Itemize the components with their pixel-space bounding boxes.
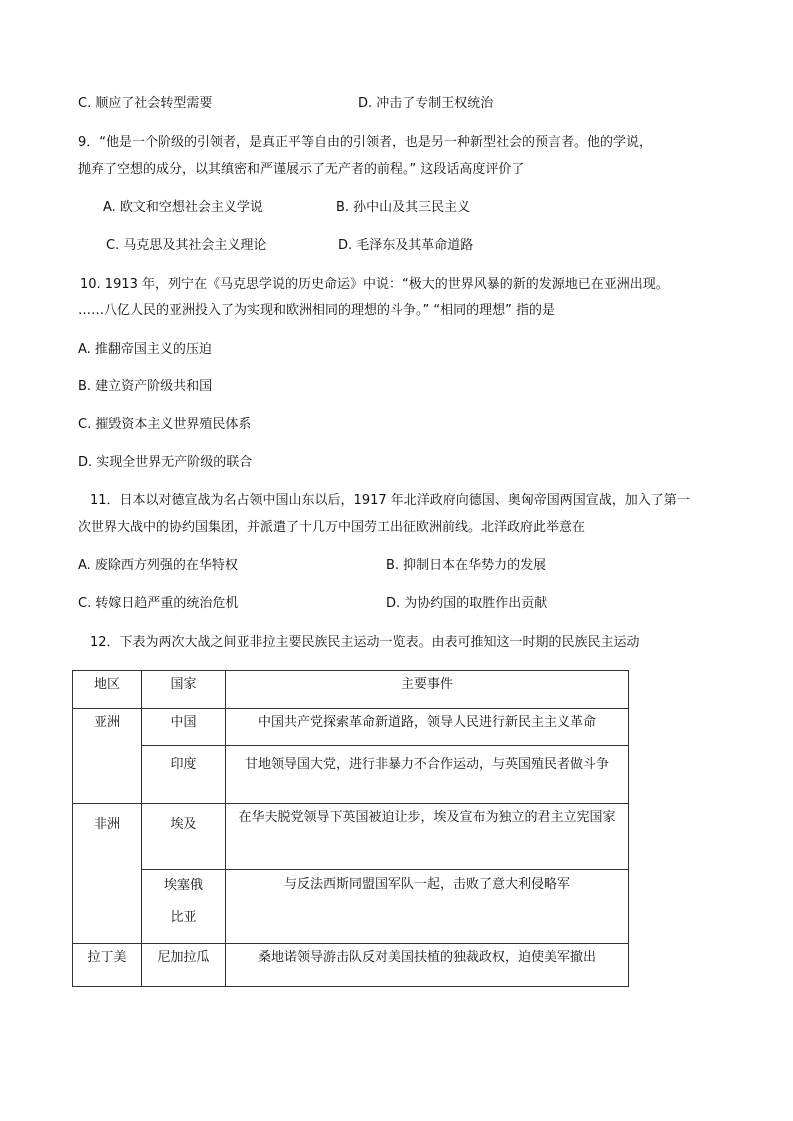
q10-option-a: A. 推翻帝国主义的压迫 bbox=[78, 342, 212, 357]
q11-option-d: D. 为协约国的取胜作出贡献 bbox=[386, 596, 548, 611]
table-row bbox=[73, 870, 629, 944]
q9-stem-line-1: 9．“他是一个阶级的引领者，是真正平等自由的引领者，也是另一种新型社会的预言者。他的学说， bbox=[78, 135, 653, 150]
q11-option-b: B. 抑制日本在华势力的发展 bbox=[386, 558, 547, 573]
q11-stem-line-1: 11．日本以对德宣战为名占领中国山东以后，1917 年北洋政府向德国、奥匈帝国两国宣战，加入了第一 bbox=[90, 493, 690, 508]
table-row bbox=[73, 746, 629, 804]
header-region: 地区 bbox=[73, 671, 142, 709]
q10-stem-line-2: ……八亿人民的亚洲投入了为实现和欧洲相同的理想的斗争。” “相同的理想” 指的是 bbox=[78, 303, 555, 318]
country-cell: 埃塞俄比亚 bbox=[142, 870, 226, 944]
q9-option-b: B. 孙中山及其三民主义 bbox=[336, 200, 471, 215]
country-cell: 尼加拉瓜 bbox=[142, 944, 226, 987]
q11-option-a: A. 废除西方列强的在华特权 bbox=[78, 558, 238, 573]
country-cell: 埃及 bbox=[142, 804, 226, 870]
header-event: 主要事件 bbox=[226, 671, 629, 709]
table-row bbox=[73, 944, 629, 987]
q11-stem-line-2: 次世界大战中的协约国集团，并派遣了十几万中国劳工出征欧洲前线。北洋政府此举意在 bbox=[78, 520, 586, 535]
q8-option-c: C. 顺应了社会转型需要 bbox=[78, 96, 213, 111]
q9-option-c: C. 马克思及其社会主义理论 bbox=[106, 238, 267, 253]
event-cell: 中国共产党探索革命新道路，领导人民进行新民主主义革命 bbox=[226, 709, 629, 746]
region-cell: 非洲 bbox=[73, 804, 142, 944]
table-row bbox=[73, 709, 629, 746]
q10-option-d: D. 实现全世界无产阶级的联合 bbox=[78, 455, 253, 470]
q12-stem: 12．下表为两次大战之间亚非拉主要民族民主运动一览表。由表可推知这一时期的民族民主运动 bbox=[90, 635, 640, 650]
q10-stem-line-1: 10. 1913 年，列宁在《马克思学说的历史命运》中说：“极大的世界风暴的新的发源地已在亚洲出现。 bbox=[80, 277, 669, 292]
q10-option-b: B. 建立资产阶级共和国 bbox=[78, 379, 213, 394]
q9-option-d: D. 毛泽东及其革命道路 bbox=[338, 238, 474, 253]
q10-option-c: C. 摧毁资本主义世界殖民体系 bbox=[78, 417, 252, 432]
q9-option-a: A. 欧文和空想社会主义学说 bbox=[103, 200, 263, 215]
q9-stem-line-2: 抛弃了空想的成分，以其缜密和严谨展示了无产者的前程。” 这段话高度评价了 bbox=[78, 162, 525, 177]
table-row bbox=[73, 804, 629, 870]
event-cell: 甘地领导国大党，进行非暴力不合作运动，与英国殖民者做斗争 bbox=[226, 746, 629, 804]
region-cell: 亚洲 bbox=[73, 709, 142, 804]
event-cell: 桑地诺领导游击队反对美国扶植的独裁政权，迫使美军撤出 bbox=[226, 944, 629, 987]
country-cell: 印度 bbox=[142, 746, 226, 804]
q11-option-c: C. 转嫁日趋严重的统治危机 bbox=[78, 596, 239, 611]
event-cell: 与反法西斯同盟国军队一起，击败了意大利侵略军 bbox=[226, 870, 629, 944]
table-header-row bbox=[73, 671, 629, 709]
header-country: 国家 bbox=[142, 671, 226, 709]
region-cell: 拉丁美 bbox=[73, 944, 142, 987]
q8-option-d: D. 冲击了专制王权统治 bbox=[358, 96, 494, 111]
country-cell: 中国 bbox=[142, 709, 226, 746]
national-movements-table bbox=[72, 670, 629, 987]
event-cell: 在华夫脱党领导下英国被迫让步，埃及宣布为独立的君主立宪国家 bbox=[226, 804, 629, 870]
